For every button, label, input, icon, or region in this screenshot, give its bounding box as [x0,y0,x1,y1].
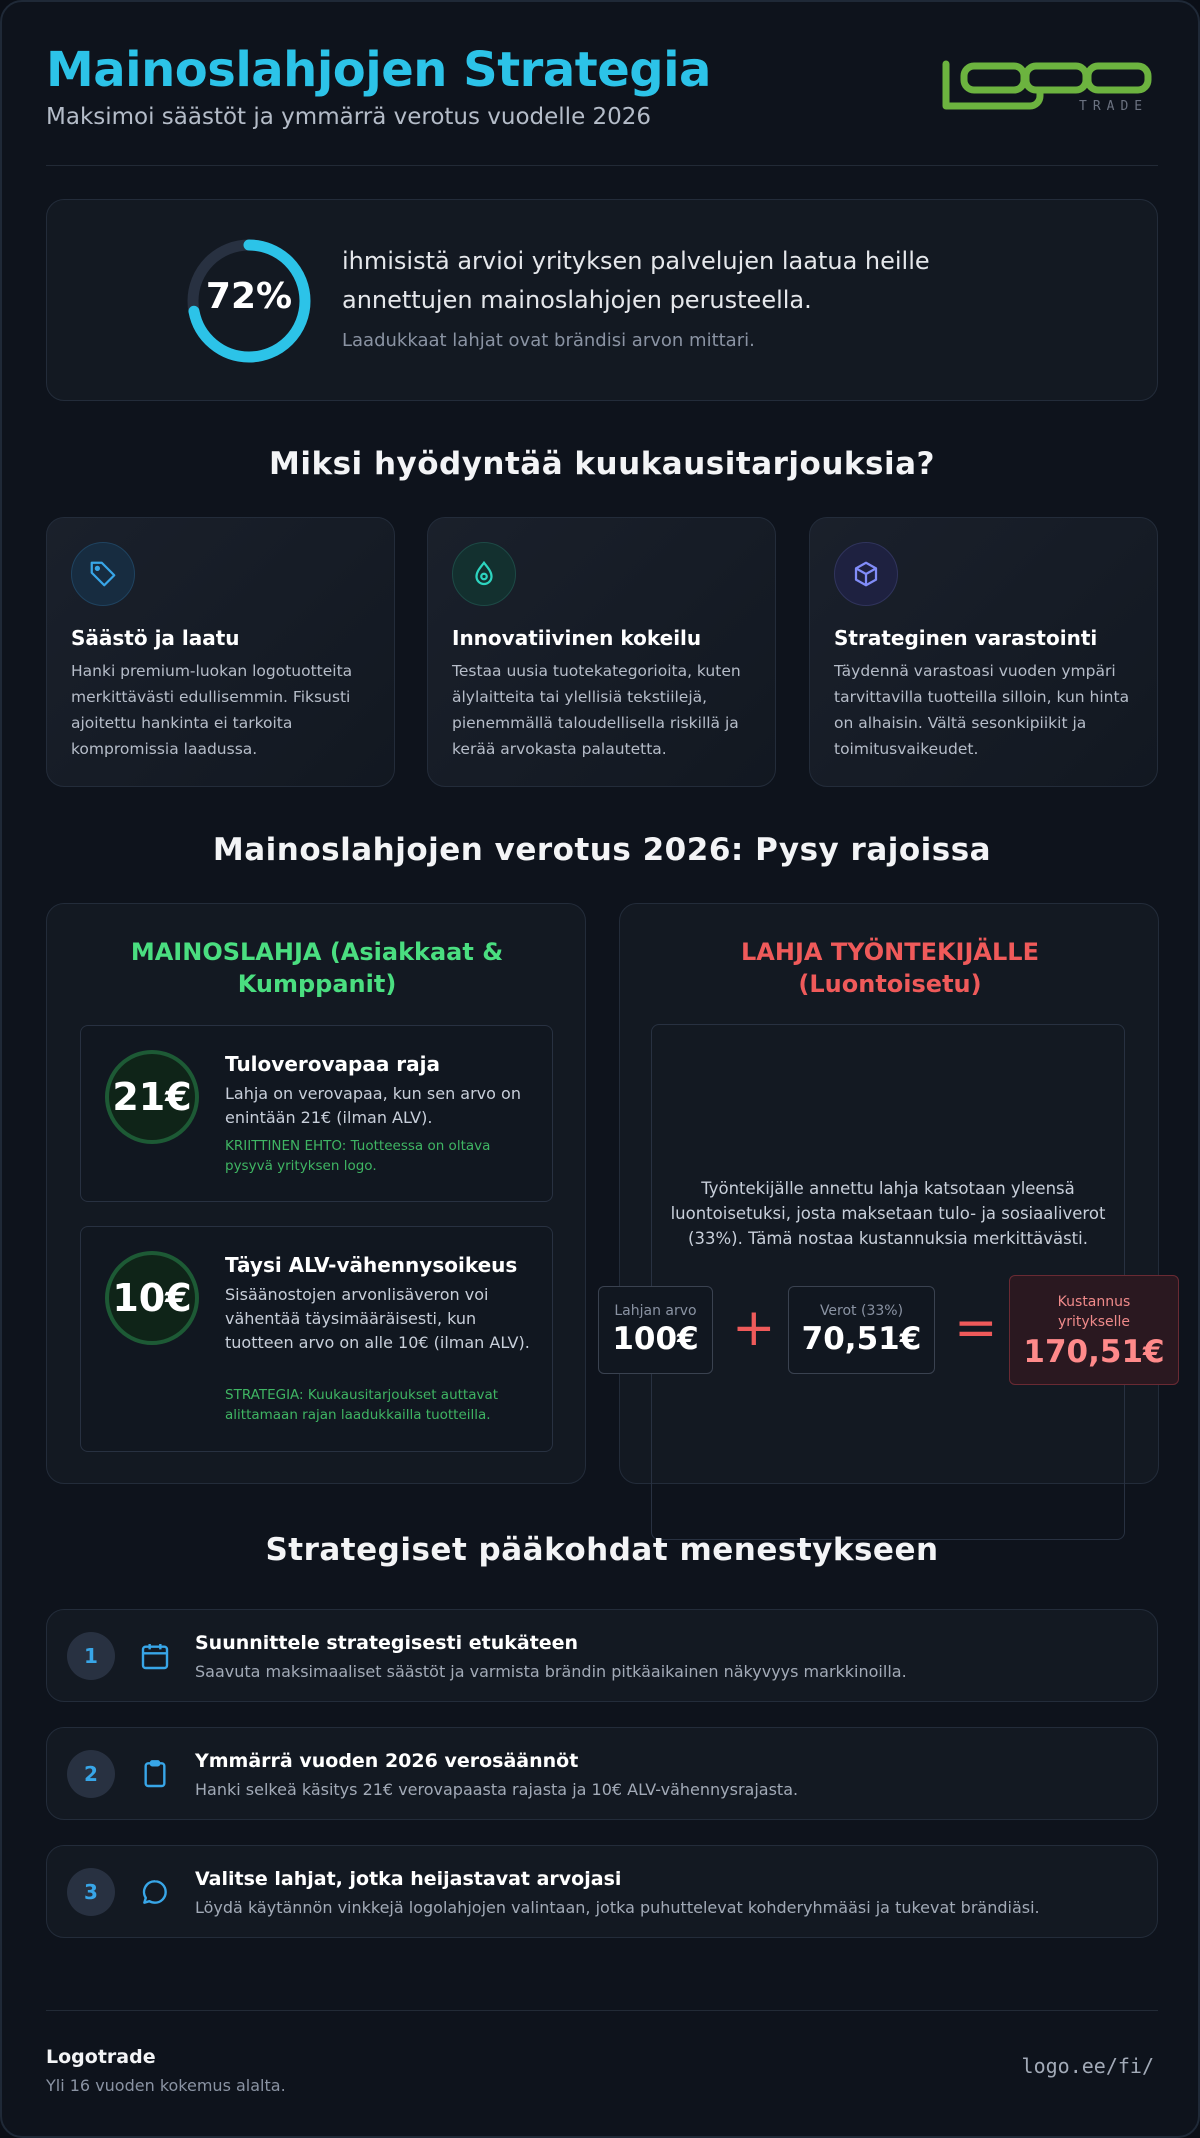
calc-label: Verot (33%) [819,1303,904,1319]
percent-value: 72% [205,276,293,317]
logo-subtext: TRADE [1079,99,1149,114]
tax-item-note: STRATEGIA: Kuukausitarjoukset auttavat alittamaan rajan laadukkailla tuotteilla. [225,1387,499,1423]
calc-total-cost [1009,1275,1179,1385]
gift-tax-panel [46,903,586,1484]
benefit-text: Testaa uusia tuotekategorioita, kuten älylaitteita tai ylellisiä tekstiilejä, pienemmällä taloudellisella riskillä ja kerää arvokasta palautetta. [452,662,741,758]
calendar-icon [139,1640,171,1672]
step-item [46,1609,1158,1702]
calc-value: 170,51€ [1023,1334,1165,1370]
benefit-text: Täydennä varastoasi vuoden ympäri tarvittavilla tuotteilla silloin, kun hinta on alhaisin. Vältä sesonkipiikit ja toimitusvaikeudet. [834,662,1130,758]
tag-icon [71,542,135,606]
tax-item-title: Täysi ALV-vähennysoikeus [225,1253,518,1277]
calc-gift-value [598,1286,713,1374]
employee-text: Työntekijälle annettu lahja katsotaan yleensä luontoisetuksi, josta maksetaan tulo- ja sosiaaliverot (33%). Tämä nostaa kustannuksia merkittävästi. [670,1179,1106,1248]
calc-label: Lahjan arvo [614,1303,697,1319]
benefit-title: Strateginen varastointi [834,626,1098,650]
calc-value: 100€ [612,1321,699,1357]
page-title: Mainoslahjojen Strategia [46,42,711,98]
step-number: 3 [67,1868,115,1916]
calc-label: Kustannus yritykselle [1057,1294,1131,1330]
page-subtitle: Maksimoi säästöt ja ymmärrä verotus vuodelle 2026 [46,104,652,130]
benefit-title: Innovatiivinen kokeilu [452,626,702,650]
benefit-card-savings [46,517,395,787]
step-number: 1 [67,1632,115,1680]
tax-item-desc: Sisäänostojen arvonlisäveron voi vähentää täysimääräisesti, kun tuotteen arvo on alle 10€ (ilman ALV). [225,1285,530,1352]
plus-operator: + [732,1298,776,1358]
steps-heading: Strategiset pääkohdat menestykseen [265,1532,939,1568]
benefit-card-innovation [427,517,776,787]
footer-company: Logotrade [46,2046,156,2068]
step-item [46,1845,1158,1938]
amount-badge: 21€ [105,1050,199,1144]
step-item [46,1727,1158,1820]
footer-tagline: Yli 16 vuoden kokemus alalta. [46,2076,286,2095]
drop-icon [452,542,516,606]
calc-tax-value [788,1286,935,1374]
step-title: Valitse lahjat, jotka heijastavat arvojasi [195,1868,622,1890]
tax-item-note: KRIITTINEN EHTO: Tuotteessa on oltava pysyvä yrityksen logo. [225,1138,491,1174]
step-title: Suunnittele strategisesti etukäteen [195,1632,579,1654]
calc-value: 70,51€ [801,1321,922,1357]
tax-item-desc: Lahja on verovapaa, kun sen arvo on enintään 21€ (ilman ALV). [225,1084,521,1127]
tax-item-income [80,1025,553,1202]
why-heading: Miksi hyödyntää kuukausitarjouksia? [268,446,935,482]
clipboard-icon [139,1758,171,1790]
step-title: Ymmärrä vuoden 2026 verosäännöt [195,1750,579,1772]
benefit-title: Säästö ja laatu [71,626,240,650]
gift-panel-title: MAINOSLAHJA (Asiakkaat & Kumppanit) [130,938,504,998]
step-desc: Saavuta maksimaaliset säästöt ja varmista brändin pitkäaikainen näkyvyys markkinoilla. [195,1662,907,1681]
equals-operator: = [954,1298,998,1358]
footer-link[interactable]: logo.ee/fi/ [1021,2054,1154,2078]
stat-text: ihmisistä arvioi yrityksen palvelujen laatua heille annettujen mainoslahjojen perusteella. [342,247,930,314]
stat-subtext: Laadukkaat lahjat ovat brändisi arvon mittari. [342,330,755,351]
tax-heading: Mainoslahjojen verotus 2026: Pysy rajoissa [212,832,992,868]
amount-badge: 10€ [105,1251,199,1345]
employee-panel-title: LAHJA TYÖNTEKIJÄLLE (Luontoisetu) [741,938,1039,998]
chat-icon [139,1876,171,1908]
step-number: 2 [67,1750,115,1798]
tax-item-title: Tuloverovapaa raja [225,1052,440,1076]
footer-divider [46,2010,1158,2011]
step-desc: Löydä käytännön vinkkejä logolahjojen valintaan, jotka puhuttelevat kohderyhmääsi ja tukevat brändiäsi. [195,1898,1040,1917]
benefit-text: Hanki premium-luokan logotuotteita merkittävästi edullisemmin. Fiksusti ajoitettu hankinta ei tarkoita kompromissia laadussa. [71,662,353,758]
step-desc: Hanki selkeä käsitys 21€ verovapaasta rajasta ja 10€ ALV-vähennysrajasta. [195,1780,799,1799]
tax-item-vat [80,1226,553,1452]
benefit-card-storage [809,517,1158,787]
box-icon [834,542,898,606]
header-divider [46,165,1158,166]
